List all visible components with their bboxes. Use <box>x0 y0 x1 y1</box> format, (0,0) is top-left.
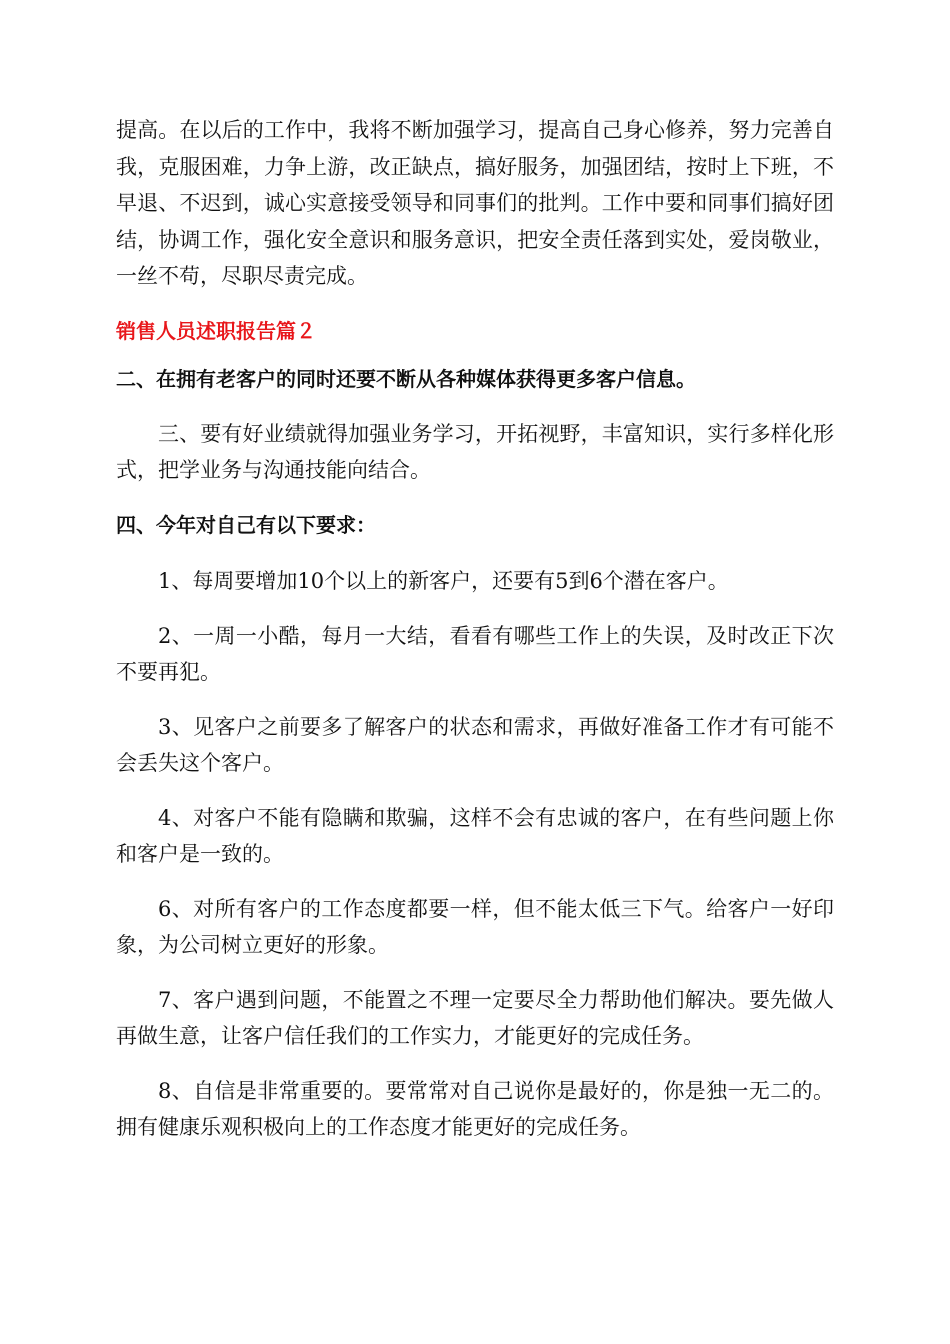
paragraph-three: 三、要有好业绩就得加强业务学习，开拓视野，丰富知识，实行多样化形式，把学业务与沟通技能向结合。 <box>116 421 834 482</box>
heading-four: 四、今年对自己有以下要求： <box>116 512 376 537</box>
list-item: 4、对客户不能有隐瞒和欺骗，这样不会有忠诚的客户，在有些问题上你和客户是一致的。 <box>116 805 834 866</box>
list-item: 7、客户遇到问题，不能置之不理一定要尽全力帮助他们解决。要先做人再做生意，让客户信任我们的工作实力，才能更好的完成任务。 <box>116 987 834 1048</box>
list-item: 3、见客户之前要多了解客户的状态和需求，再做好准备工作才有可能不会丢失这个客户。 <box>116 714 834 775</box>
list-item: 2、一周一小酷，每月一大结，看看有哪些工作上的失误，及时改正下次不要再犯。 <box>116 623 834 684</box>
list-item: 8、自信是非常重要的。要常常对自己说你是最好的，你是独一无二的。拥有健康乐观积极向上的工作态度才能更好的完成任务。 <box>116 1078 834 1139</box>
intro-paragraph: 提高。在以后的工作中，我将不断加强学习，提高自己身心修养，努力完善自我，克服困难，力争上游，改正缺点，搞好服务，加强团结，按时上下班，不早退、不迟到，诚心实意接受领导和同事们的批判。工作中要和同事们搞好团结，协调工作，强化安全意识和服务意识，把安全责任落到实处，爱岗敬业，一丝不苟，尽职尽责完成。 <box>116 118 834 288</box>
document-content <box>116 112 834 1164</box>
heading-two: 二、在拥有老客户的同时还要不断从各种媒体获得更多客户信息。 <box>116 367 696 391</box>
section-title: 销售人员述职报告篇２ <box>116 318 316 343</box>
list-item: 6、对所有客户的工作态度都要一样，但不能太低三下气。给客户一好印象，为公司树立更好的形象。 <box>116 896 834 957</box>
list-item: 1、每周要增加10个以上的新客户，还要有5到6个潜在客户。 <box>158 569 729 593</box>
